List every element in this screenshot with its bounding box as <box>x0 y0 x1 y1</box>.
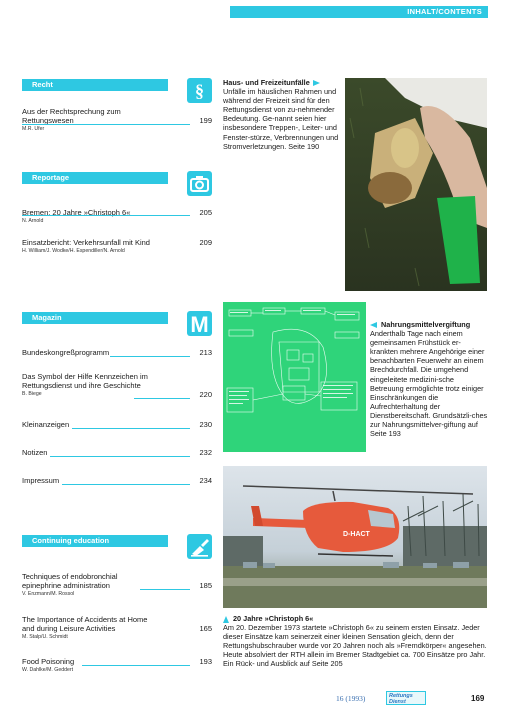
outbreak-diagram <box>223 302 366 452</box>
magazine-logo <box>386 691 426 705</box>
entry-author: V. Enzmann/M. Rossol <box>22 591 75 598</box>
svg-text:M: M <box>190 312 209 336</box>
entry-page: 185 <box>199 581 212 590</box>
divider <box>110 356 190 357</box>
divider <box>82 665 190 666</box>
section-label: Reportage <box>32 173 70 182</box>
entry-page: 213 <box>199 348 212 357</box>
arrow-right-icon <box>313 80 320 86</box>
paragraph-icon <box>187 78 212 103</box>
toc-entry[interactable] <box>22 348 212 357</box>
entry-title: Bremen: 20 Jahre »Christoph 6« <box>22 208 131 217</box>
m-letter-icon <box>187 311 212 336</box>
toc-entry[interactable] <box>22 615 212 641</box>
section-bar-reportage <box>22 172 168 184</box>
teaser-nahrung[interactable] <box>370 320 488 438</box>
logo-text: Rettungs Dienst <box>389 693 413 705</box>
entry-page: 199 <box>199 116 212 125</box>
divider <box>72 428 190 429</box>
toc-entry[interactable] <box>22 476 212 485</box>
section-label: Magazin <box>32 313 62 322</box>
section-bar-recht <box>22 79 168 91</box>
toc-entry[interactable] <box>22 238 212 255</box>
camera-icon <box>187 171 212 196</box>
entry-page: 209 <box>199 238 212 247</box>
entry-page: 165 <box>199 624 212 633</box>
divider <box>140 589 190 590</box>
teaser-christoph[interactable] <box>223 614 487 669</box>
divider <box>62 484 190 485</box>
entry-author: B. Biege <box>22 391 42 398</box>
teaser-body: Unfälle im häuslichen Rahmen und während der Freizeit sind für den Rettungsdienst von zu-nehmender Bedeutung. Ge-nannt seien hier insbesondere Treppen-, Leiter- und Fenster-stürze, Verbrennungen und Stromverletzungen. Seite 190 <box>223 87 339 151</box>
teaser-body: Anderthalb Tage nach einem gemeinsamen Frühstück er-krankten mehrere Angehörige einer benachbarten Feuerwehr an einem Brechdurchfall. Die umgehend eingeleitete medizini-sche Betreuung ermöglichte trotz einiger Einschränkungen die Aufrechterhaltung der Dienstbereitschaft. Grundsätzli-ches zur Nahrungsmittelver-giftung auf Seite 193 <box>370 329 488 439</box>
toc-entry[interactable] <box>22 448 212 457</box>
entry-title: Bundeskongreßprogramm <box>22 348 110 357</box>
toc-entry[interactable] <box>22 420 212 429</box>
entry-page: 230 <box>199 420 212 429</box>
entry-title: Notizen <box>22 448 48 457</box>
svg-text:§: § <box>195 81 204 101</box>
teaser-heading: 20 Jahre »Christoph 6« <box>233 614 314 623</box>
toc-entry[interactable] <box>22 372 212 398</box>
teaser-heading: Haus- und Freizeitunfälle <box>223 78 310 87</box>
entry-title: Impressum <box>22 476 60 485</box>
section-bar-continuing <box>22 535 168 547</box>
entry-title: Kleinanzeigen <box>22 420 70 429</box>
header-bar <box>230 6 488 18</box>
teaser-haus[interactable] <box>223 78 345 151</box>
section-label: Continuing education <box>32 536 110 545</box>
entry-title: Aus der Rechtsprechung zum Rettungswesen <box>22 107 121 126</box>
entry-page: 234 <box>199 476 212 485</box>
entry-title: Einsatzbericht: Verkehrsunfall mit Kind <box>22 238 150 247</box>
entry-page: 193 <box>199 657 212 666</box>
header-label: INHALT/CONTENTS <box>407 7 482 16</box>
helicopter-photo <box>223 466 487 608</box>
divider <box>50 456 190 457</box>
section-label: Recht <box>32 80 53 89</box>
entry-author: H. William/J. Wodke/H. Espendiller/N. Arnold <box>22 248 125 255</box>
entry-page: 232 <box>199 448 212 457</box>
divider <box>22 124 190 125</box>
teaser-body: Am 20. Dezember 1973 startete »Christoph 6« zu seinem ersten Einsatz. Jeder dieser Einsätze kam seinerzeit einer kleinen Sensation gleich, denn der Rettungshubschrauber wurde vor 20 Jahren noch als »Fremdkörper« angesehen. Heute absolviert der RTH allein im Bremer Stadtgebiet ca. 700 Einsätze pro Jahr. Ein Rück- und Ausblick auf Seite 205 <box>223 623 487 669</box>
entry-title: The Importance of Accidents at Home and during Leisure Activities <box>22 615 148 634</box>
arrow-left-icon <box>370 322 377 328</box>
toc-entry[interactable] <box>22 208 212 225</box>
toc-entry[interactable] <box>22 572 212 598</box>
page-number: 169 <box>471 694 485 703</box>
divider <box>22 215 190 216</box>
divider <box>134 398 190 399</box>
entry-page: 205 <box>199 208 212 217</box>
entry-page: 220 <box>199 390 212 399</box>
teaser-heading: Nahrungsmittelvergiftung <box>381 320 471 329</box>
entry-author: W. Dahlke/M. Geddert <box>22 667 74 674</box>
entry-author: M. Stalp/U. Schmidt <box>22 634 68 641</box>
entry-author: N. Arnold <box>22 218 44 225</box>
arrow-up-icon <box>223 616 229 623</box>
toc-entry[interactable] <box>22 107 212 133</box>
entry-title: Food Poisoning <box>22 657 75 666</box>
entry-title: Das Symbol der Hilfe Kennzeichen im Rettungsdienst und ihre Geschichte <box>22 372 148 391</box>
entry-title: Techniques of endobronchial epinephrine administration <box>22 572 118 591</box>
entry-author: M.R. Ufer <box>22 126 45 133</box>
toc-entry[interactable] <box>22 657 212 674</box>
section-bar-magazin <box>22 312 168 324</box>
accident-photo <box>345 78 487 291</box>
svg-text:D-HACT: D-HACT <box>343 531 370 538</box>
issue-number: 16 (1993) <box>336 694 366 703</box>
writing-hand-icon <box>187 534 212 559</box>
